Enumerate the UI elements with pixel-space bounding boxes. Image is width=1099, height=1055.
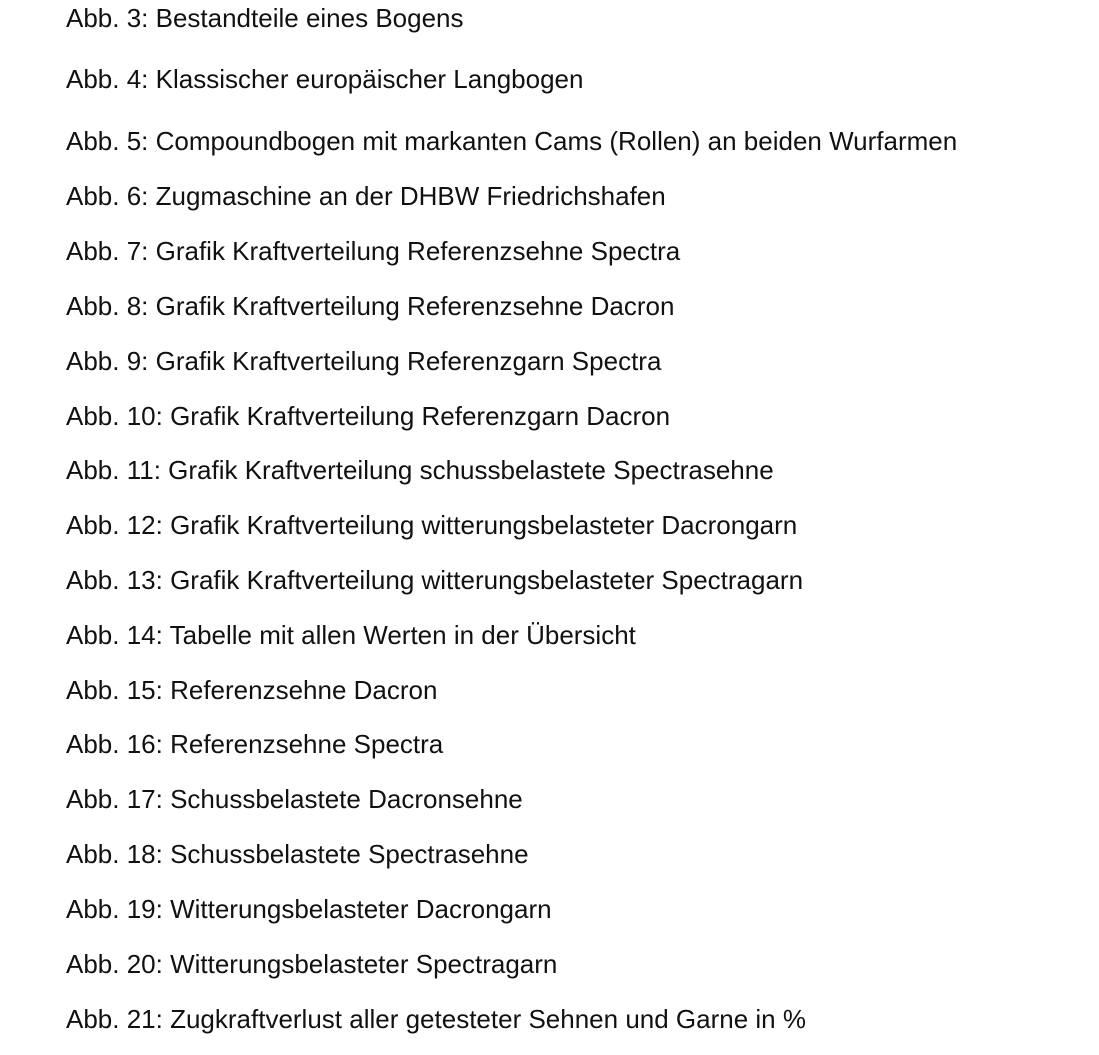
figure-entry-5: Abb. 5: Compoundbogen mit markanten Cams (Rollen) an beiden Wurfarmen [66,126,958,156]
figure-entry-15: Abb. 15: Referenzsehne Dacron [66,675,438,705]
figure-entry-11: Abb. 11: Grafik Kraftverteilung schussbelastete Spectrasehne [66,455,774,485]
figure-entry-18: Abb. 18: Schussbelastete Spectrasehne [66,839,529,869]
figure-entry-4: Abb. 4: Klassischer europäischer Langbogen [66,64,584,94]
figure-entry-8: Abb. 8: Grafik Kraftverteilung Referenzsehne Dacron [66,291,675,321]
figure-entry-10: Abb. 10: Grafik Kraftverteilung Referenzgarn Dacron [66,401,671,431]
figure-entry-16: Abb. 16: Referenzsehne Spectra [66,729,444,759]
figure-entry-6: Abb. 6: Zugmaschine an der DHBW Friedrichshafen [66,181,666,211]
figure-entry-9: Abb. 9: Grafik Kraftverteilung Referenzgarn Spectra [66,346,662,376]
figure-entry-3: Abb. 3: Bestandteile eines Bogens [66,3,464,33]
figure-entry-12: Abb. 12: Grafik Kraftverteilung witterungsbelasteter Dacrongarn [66,510,798,540]
figure-entry-7: Abb. 7: Grafik Kraftverteilung Referenzsehne Spectra [66,236,681,266]
figure-entry-17: Abb. 17: Schussbelastete Dacronsehne [66,784,523,814]
figure-entry-13: Abb. 13: Grafik Kraftverteilung witterungsbelasteter Spectragarn [66,565,804,595]
figure-entry-21: Abb. 21: Zugkraftverlust aller getesteter Sehnen und Garne in % [66,1004,806,1034]
figure-entry-20: Abb. 20: Witterungsbelasteter Spectragarn [66,949,558,979]
figure-entry-14: Abb. 14: Tabelle mit allen Werten in der Übersicht [66,620,636,650]
figure-entry-19: Abb. 19: Witterungsbelasteter Dacrongarn [66,894,552,924]
